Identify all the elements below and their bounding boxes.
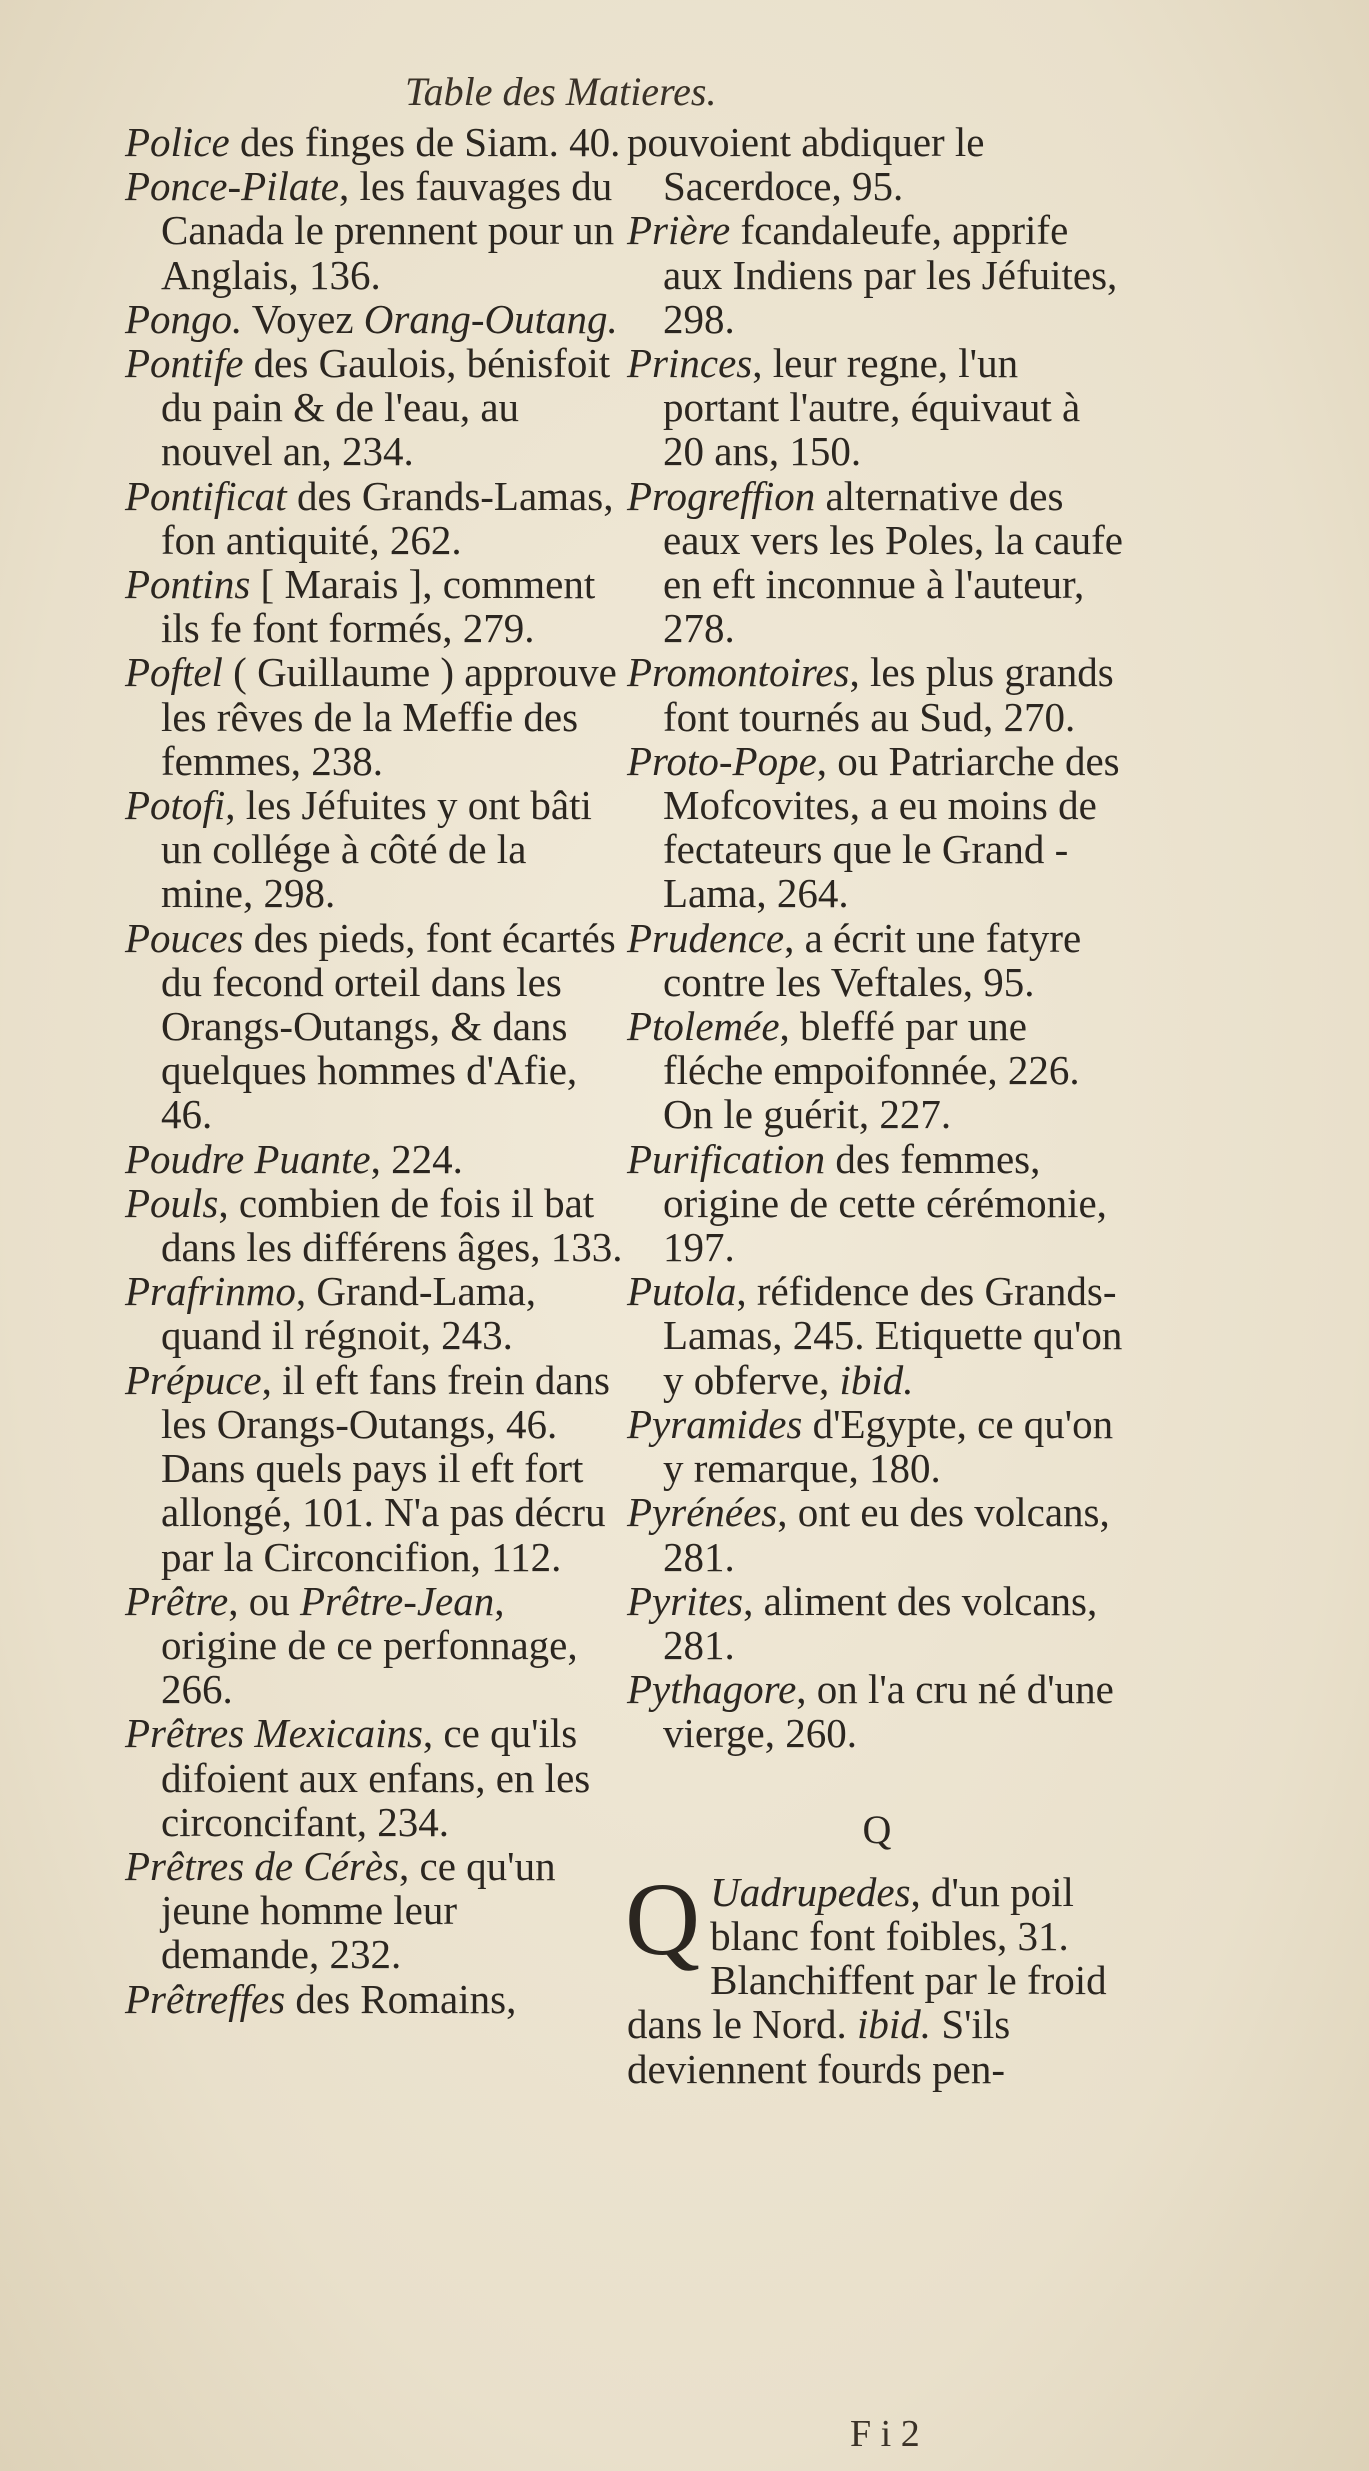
entry-term: Pongo.: [125, 295, 243, 342]
left-column: [125, 120, 625, 2021]
entry-term: Pyrénées: [627, 1489, 778, 1536]
entry-text: , a écrit une fatyre contre les Veftales, 95.: [663, 914, 1082, 1005]
entry-term: Prêtreffes: [125, 1975, 286, 2022]
entry-term: Police: [125, 119, 230, 165]
index-entry: [125, 1137, 625, 1181]
entry-term: Ptolemée: [627, 1003, 780, 1050]
entry-text: , les Jéfuites y ont bâti un collége à côté de la mine, 298.: [161, 782, 592, 917]
entry-text: , les plus grands font tournés au Sud, 270.: [663, 649, 1114, 740]
entry-term: Pouces: [125, 914, 244, 961]
entry-text: , réfidence des Grands-Lamas, 245. Etiquette qu'on y obferve,: [663, 1268, 1123, 1403]
entry-term: Prière: [627, 207, 731, 254]
index-entry: [627, 1004, 1127, 1137]
index-entry: [627, 474, 1127, 651]
index-entry: [125, 474, 625, 562]
entry-reference: ibid.: [857, 2001, 932, 2048]
entry-text: , ou Patriarche des Mofcovites, a eu moins de fectateurs que le Grand - Lama, 264.: [663, 737, 1120, 917]
index-entry: [627, 650, 1127, 738]
entry-term: Prêtre: [125, 1577, 229, 1624]
entry-term: Uadrupedes: [710, 1868, 911, 1915]
index-entry: [627, 1269, 1127, 1402]
entry-text: , bleffé par une fléche empoifonnée, 226. On le guérit, 227.: [663, 1003, 1080, 1138]
index-entry: [627, 1579, 1127, 1667]
index-entry: [627, 739, 1127, 916]
signature-mark: F i 2: [850, 2413, 920, 2455]
entry-text: des pieds, font écartés du fecond orteil dans les Orangs-Outangs, & dans quelques hommes d'Afie, 46.: [161, 914, 616, 1138]
entry-text: des Grands-Lamas, fon antiquité, 262.: [161, 472, 614, 563]
entry-term: Promontoires: [627, 649, 850, 696]
entry-text: , 224.: [370, 1135, 463, 1182]
section-q-entry: [625, 1861, 1127, 2092]
index-entry: [627, 341, 1127, 474]
entry-reference: Orang-Outang.: [363, 295, 618, 342]
index-entry: [627, 120, 1127, 208]
index-entry: [125, 650, 625, 783]
index-entry: [125, 1269, 625, 1357]
index-entry: [627, 208, 1127, 341]
entry-text: d'Egypte, ce qu'on y remarque, 180.: [663, 1400, 1114, 1492]
entry-text: des finges de Siam. 40.: [229, 119, 621, 165]
entry-term: Prafrinmo: [125, 1268, 296, 1315]
entry-term: Pontificat: [125, 472, 287, 519]
index-entry: [125, 1977, 625, 2021]
entry-text: , ce qu'un jeune homme leur demande, 232.: [161, 1842, 556, 1978]
right-column: [627, 120, 1127, 2091]
entry-term: Progreffion: [627, 472, 816, 519]
index-entry: [125, 164, 625, 297]
index-entry: [125, 783, 625, 916]
index-entry: [125, 341, 625, 474]
entry-term: Pyramides: [627, 1400, 803, 1447]
entry-term: Prêtres de Cérès: [125, 1842, 400, 1889]
index-entry: [627, 916, 1127, 1004]
entry-text: pouvoient abdiquer le Sacerdoce, 95.: [627, 119, 985, 210]
entry-term: Princes: [627, 340, 753, 387]
index-entry: [627, 1402, 1127, 1490]
entry-term: Pouls: [125, 1179, 219, 1226]
entry-term: Prêtres Mexicains: [125, 1710, 423, 1757]
index-entry: [125, 1579, 625, 1712]
entry-text: des Gaulois, bénisfoit du pain & de l'eau, au nouvel an, 234.: [161, 340, 611, 475]
index-entry: [627, 1667, 1127, 1755]
entry-term: Prépuce: [125, 1356, 262, 1403]
index-entry: [125, 1711, 625, 1844]
entry-text: , combien de fois il bat dans les différens âges, 133.: [161, 1179, 623, 1271]
entry-reference: ibid.: [839, 1356, 914, 1403]
entry-text: , Grand-Lama, quand il régnoit, 243.: [161, 1268, 537, 1359]
entry-text: alternative des eaux vers les Poles, la caufe en eft inconnue à l'auteur, 278.: [663, 472, 1123, 652]
entry-term: Pontife: [125, 340, 244, 387]
entry-text: des femmes, origine de cette cérémonie, 197.: [663, 1135, 1107, 1271]
index-entry: [125, 1181, 625, 1269]
index-entry: [125, 120, 625, 164]
entry-text: , d'un poil blanc font foibles, 31. Blanchiffent par le froid dans le Nord.: [627, 1868, 1107, 2048]
entry-term: Ponce-Pilate: [125, 163, 340, 210]
entry-text: , ce qu'ils difoient aux enfans, en les circoncifant, 234.: [161, 1710, 591, 1845]
index-entry: [627, 1490, 1127, 1578]
section-letter: Q: [862, 1806, 892, 1852]
entry-term: Purification: [627, 1135, 826, 1182]
entry-text: , ou: [228, 1577, 300, 1624]
index-entry: [125, 562, 625, 650]
entry-text: , leur regne, l'un portant l'autre, équivaut à 20 ans, 150.: [663, 340, 1081, 475]
entry-term: Poftel: [125, 649, 223, 696]
entry-text-continued: , origine de ce perfonnage, 266.: [161, 1577, 578, 1713]
entry-term: Pythagore: [627, 1666, 797, 1713]
entry-text: des Romains,: [285, 1975, 517, 2022]
entry-text: , ont eu des volcans, 281.: [663, 1489, 1110, 1580]
entry-text: , aliment des volcans, 281.: [663, 1577, 1098, 1668]
entry-term: Putola: [627, 1268, 737, 1315]
entry-term: Poudre Puante: [125, 1135, 371, 1182]
entry-term: Potofi: [125, 782, 226, 829]
entry-text: [ Marais ], comment ils fe font formés, 279.: [161, 561, 596, 652]
entry-term: Proto-Pope: [627, 737, 817, 784]
entry-term: Pyrites: [627, 1577, 744, 1624]
entry-term: Pontins: [125, 561, 251, 608]
entry-text: , il eft fans frein dans les Orangs-Outangs, 46. Dans quels pays il eft fort allongé, 101. N'a pas décru par la Circoncifion, 112.: [161, 1356, 610, 1580]
entry-term: Prudence: [627, 914, 785, 961]
index-entry: [627, 1137, 1127, 1270]
right-column-entries: [627, 120, 1127, 1756]
entry-text: ( Guillaume ) approuve les rêves de la Meffie des femmes, 238.: [161, 649, 617, 784]
index-entry: [125, 916, 625, 1137]
drop-cap: Q: [625, 1861, 701, 1977]
index-entry: [125, 1844, 625, 1977]
entry-text-continued: S'ils deviennent fourds pen-: [627, 2001, 1011, 2092]
index-entry: [125, 297, 625, 341]
entry-text: fcandaleufe, apprife aux Indiens par les Jéfuites, 298.: [663, 207, 1118, 342]
running-head: Table des Matieres.: [405, 69, 717, 114]
entry-reference: Prêtre-Jean: [299, 1577, 495, 1624]
entry-text: , les fauvages du Canada le prennent pour un Anglais, 136.: [161, 163, 615, 298]
entry-text: , on l'a cru né d'une vierge, 260.: [663, 1666, 1114, 1757]
index-entry: [125, 1358, 625, 1579]
entry-text: Voyez: [242, 295, 364, 342]
